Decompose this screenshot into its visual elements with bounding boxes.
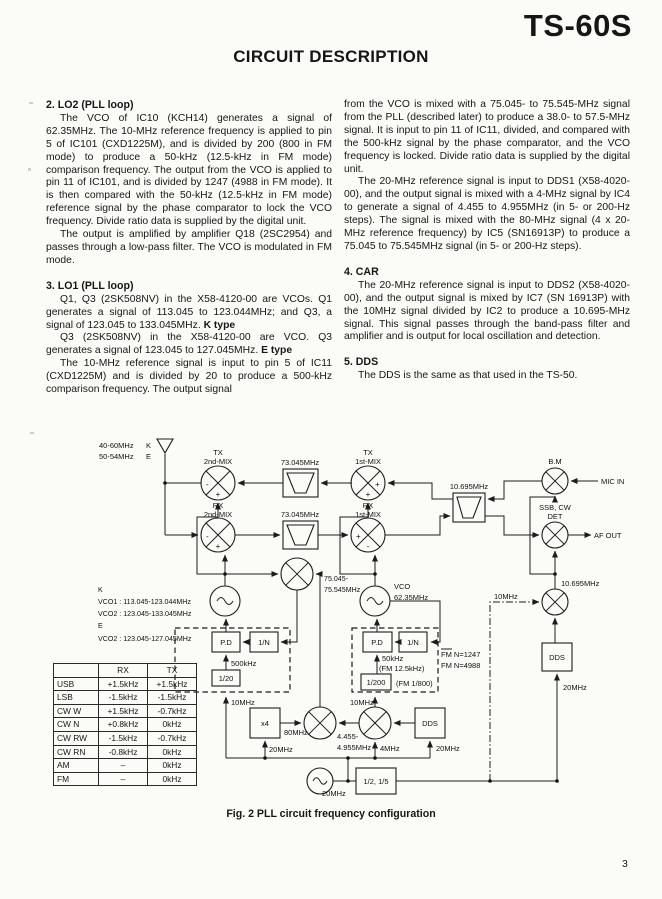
rx1-label: RX bbox=[362, 501, 374, 510]
freq-20mhz-dds2: 20MHz bbox=[563, 683, 587, 692]
freq-80mhz: 80MHz bbox=[284, 728, 308, 737]
div20-label: 1/20 bbox=[218, 674, 234, 683]
vco1-symbol bbox=[210, 586, 240, 616]
mix75-freq2: 75.545MHz bbox=[324, 586, 361, 594]
ref-10mhz-lo2: 10MHz bbox=[350, 698, 374, 707]
filter-10695khz bbox=[453, 493, 485, 522]
mixer-sign: - bbox=[206, 480, 209, 489]
paragraph: The 20-MHz reference signal is input to DDS1 (X58-4020-00), and the output signal is mixed with a 4-MHz signal by IC4 to generate a signal of 4.455 to 4.955MHz (in 5- or 200-Hz steps). The signal is mixed with the 80-MHz signal (4 x 20-MHz reference frequency) by IC5 (SN16913P) to produce a 75.045 to 75.545MHz signal (in 5- or 200-Hz steps). bbox=[344, 176, 630, 252]
mixer-lo1-loop bbox=[281, 558, 313, 590]
tx-cell: -0.7kHz bbox=[148, 731, 197, 745]
mixer-ic5 bbox=[304, 707, 336, 739]
section-heading: CIRCUIT DESCRIPTION bbox=[233, 47, 429, 66]
rx-cell: – bbox=[99, 759, 148, 773]
fm-125khz-note: (FM 12.5kHz) bbox=[379, 664, 425, 673]
mixer-sign: + bbox=[215, 490, 221, 499]
pll-diagram bbox=[0, 435, 662, 807]
vco1-range1: VCO1 : 113.045-123.044MHz bbox=[98, 598, 191, 606]
antenna-e: E bbox=[146, 452, 152, 461]
paragraph bbox=[46, 294, 332, 333]
mixer-sign: + bbox=[356, 532, 361, 541]
vco2-freq: 62.35MHz bbox=[394, 593, 429, 602]
vco2-symbol bbox=[360, 586, 390, 616]
paragraph bbox=[46, 332, 332, 358]
tx1-label: TX bbox=[363, 448, 373, 457]
tx-cell: 0kHz bbox=[148, 759, 197, 773]
bm-label: B.M bbox=[548, 457, 562, 466]
rx-cell: -0.8kHz bbox=[99, 745, 148, 759]
ref-10mhz-left: 10MHz bbox=[231, 698, 255, 707]
mode-cell: CW RN bbox=[54, 745, 99, 759]
paragraph: from the VCO is mixed with a 75.045- to 75.545-MHz signal from the PLL (described later) to produce a 38.0- to 57.5-MHz signal. It is input to pin 11 of IC11, divided, and compared with the 500-kHz signal by the phase comparator, and the VCO frequency is locked. Divide ratio data is supplied by the digital unit. bbox=[344, 99, 630, 175]
mixer-car bbox=[542, 589, 568, 615]
paragraph: The 10-MHz reference signal is input to pin 5 of IC11 (CXD1225M) and is divided by 20 to produce a 500-kHz comparison frequency. The output signal bbox=[46, 358, 332, 396]
mode-cell: CW W bbox=[54, 704, 99, 718]
antenna-icon bbox=[157, 439, 173, 453]
heading-lo2: 2. LO2 (PLL loop) bbox=[46, 99, 134, 111]
x4-label: x4 bbox=[261, 719, 269, 728]
tx-cell: -1.5kHz bbox=[148, 691, 197, 705]
car-input-freq: 10MHz bbox=[494, 592, 518, 601]
mode-cell: USB bbox=[54, 677, 99, 691]
tx2-label2: 2nd-MIX bbox=[203, 457, 233, 466]
e-type-label: E type bbox=[261, 345, 293, 357]
vco2-label: VCO bbox=[394, 582, 411, 591]
tx-cell: 0kHz bbox=[148, 718, 197, 732]
freq-20mhz-dds1: 20MHz bbox=[436, 744, 460, 753]
filter-73mhz-rx bbox=[283, 521, 318, 549]
filter-73mhz-tx bbox=[283, 469, 318, 497]
col-header-rx: RX bbox=[99, 664, 148, 678]
mixer-ic4 bbox=[359, 707, 391, 739]
fm-n4988-note: FM N=4988 bbox=[441, 661, 481, 670]
mixer-sign: + bbox=[375, 480, 380, 489]
mode-cell: AM bbox=[54, 759, 99, 773]
rx-cell: -1.5kHz bbox=[99, 691, 148, 705]
tx-cell: -0.7kHz bbox=[148, 704, 197, 718]
vco1-range3: VCO2 : 123.045-127.045MHz bbox=[98, 635, 192, 643]
mode-cell: CW RW bbox=[54, 731, 99, 745]
heading-lo1: 3. LO1 (PLL loop) bbox=[46, 279, 134, 292]
mixer-sign: - bbox=[206, 532, 209, 541]
rx-cell: -1.5kHz bbox=[99, 731, 148, 745]
mic-in-label: MIC IN bbox=[601, 477, 625, 486]
div25-label: 1/2, 1/5 bbox=[363, 777, 389, 786]
freq-20mhz-osc: 20MHz bbox=[322, 789, 346, 798]
pd1-label: P.D bbox=[220, 638, 232, 647]
freq-4mhz: 4MHz bbox=[380, 744, 400, 753]
rx2-label2: 2nd-MIX bbox=[203, 510, 233, 519]
heading-dds: 5. DDS bbox=[344, 356, 379, 369]
heading-car: 4. CAR bbox=[344, 265, 379, 278]
car-output-freq: 10.695MHz bbox=[561, 579, 600, 588]
paragraph: The VCO of IC10 (KCH14) generates a signal of 62.35MHz. The 10-MHz reference frequency is applied to pin 5 of IC101 (CXD1225M), and is divided by 200 (800 in FM mode) to produce a 50-kHz (12.5-kHz in FM mode) comparison frequency. The output from the VCO is applied to pin 11 of IC101, and is divided by 1247 (4988 in FM mode). It is then compared with the 50-kHz (12.5-kHz in FM mode) reference signal by the phase comparator to lock the VCO frequency. Divide ratio data is supplied by the digital unit. bbox=[46, 112, 332, 228]
mixer-sign: - bbox=[366, 542, 370, 551]
dds1-label: DDS bbox=[422, 719, 438, 728]
left-text-column bbox=[46, 99, 332, 397]
freq-4455-2: 4.955MHz bbox=[337, 743, 372, 752]
wires bbox=[163, 454, 598, 783]
vco1-k: K bbox=[98, 586, 103, 594]
tx-cell: 0kHz bbox=[148, 745, 197, 759]
filter1-label: 73.045MHz bbox=[280, 458, 320, 467]
freq-20mhz-x4: 20MHz bbox=[269, 745, 293, 754]
divn1-label: 1/N bbox=[258, 638, 270, 647]
div200-label: 1/200 bbox=[366, 678, 386, 687]
mixer-balanced-modulator bbox=[542, 468, 568, 494]
scan-artifact bbox=[29, 102, 33, 104]
tx-cell: +1.5kHz bbox=[148, 677, 197, 691]
det-label2: DET bbox=[547, 512, 563, 521]
pd2-label: P.D bbox=[371, 638, 383, 647]
af-out-label: AF OUT bbox=[594, 531, 622, 540]
tx2-label: TX bbox=[213, 448, 223, 457]
paragraph-text: Q3 (2SK508NV) in the X58-4120-00 are VCO. Q3 generates a signal of 123.045 to 127.045MHz. bbox=[46, 332, 332, 357]
filter3-label: 10.695MHz bbox=[449, 482, 489, 491]
tx1-label2: 1st-MIX bbox=[355, 457, 381, 466]
fm-n1247-note: FM N=1247 bbox=[441, 650, 481, 659]
rx1-label2: 1st-MIX bbox=[355, 510, 381, 519]
figure-caption: Fig. 2 PLL circuit frequency configuration bbox=[226, 808, 436, 820]
dds2-label: DDS bbox=[549, 653, 565, 662]
page-number: 3 bbox=[622, 858, 628, 870]
filter2-label: 73.045MHz bbox=[280, 510, 320, 519]
det-label: SSB, CW bbox=[539, 503, 571, 512]
rx-cell: +0.8kHz bbox=[99, 718, 148, 732]
paragraph: The 20-MHz reference signal is input to DDS2 (X58-4020-00), and the output signal is mixed by IC7 (SN 16913P) with the 10MHz signal divided by IC2 to produce a 10.695-MHz signal. This signal passes through the band-pass filter and amplifier and is output for local oscillation and detection. bbox=[344, 279, 630, 343]
freq-4455-1: 4.455- bbox=[337, 732, 359, 741]
right-text-column bbox=[344, 99, 630, 383]
paragraph: The output is amplified by amplifier Q18 (2SC2954) and passes through a low-pass filter. The VCO is modulated in FM mode. bbox=[46, 229, 332, 266]
paragraph-text: Q1, Q3 (2SK508NV) in the X58-4120-00 are VCOs. Q1 generates a signal of 113.045 to 123.044MHz; and Q3, a signal of 123.045 to 133.045MHz. bbox=[46, 293, 332, 331]
antenna-range-k: 40-60MHz bbox=[99, 441, 134, 450]
scan-artifact bbox=[28, 168, 31, 171]
rx-cell: +1.5kHz bbox=[99, 677, 148, 691]
divn2-label: 1/N bbox=[407, 638, 419, 647]
paragraph: The DDS is the same as that used in the TS-50. bbox=[358, 370, 578, 382]
comp-freq-500khz: 500kHz bbox=[231, 659, 257, 668]
rx2-label: RX bbox=[212, 501, 224, 510]
rx-cell: – bbox=[99, 772, 148, 786]
fm-1800-note: (FM 1/800) bbox=[396, 679, 433, 688]
mixer-ssb-cw-det bbox=[542, 522, 568, 548]
rx-cell: +1.5kHz bbox=[99, 704, 148, 718]
mode-cell: LSB bbox=[54, 691, 99, 705]
mixer-sign: + bbox=[365, 490, 371, 499]
mixer-sign: + bbox=[215, 542, 221, 551]
antenna-range-e: 50-54MHz bbox=[99, 452, 134, 461]
vco1-range2: VCO2 : 123.045-133.045MHz bbox=[98, 610, 192, 618]
tx-cell: 0kHz bbox=[148, 772, 197, 786]
mix75-freq1: 75.045- bbox=[324, 575, 349, 583]
k-type-label: K type bbox=[203, 319, 236, 331]
antenna-k: K bbox=[146, 441, 152, 450]
page-title: TS-60S bbox=[523, 8, 632, 43]
mode-cell: FM bbox=[54, 772, 99, 786]
scan-artifact bbox=[30, 432, 34, 434]
comp-freq-50khz: 50kHz bbox=[382, 654, 404, 663]
vco1-e: E bbox=[98, 622, 103, 630]
col-header-tx: TX bbox=[148, 664, 197, 678]
mode-cell: CW N bbox=[54, 718, 99, 732]
